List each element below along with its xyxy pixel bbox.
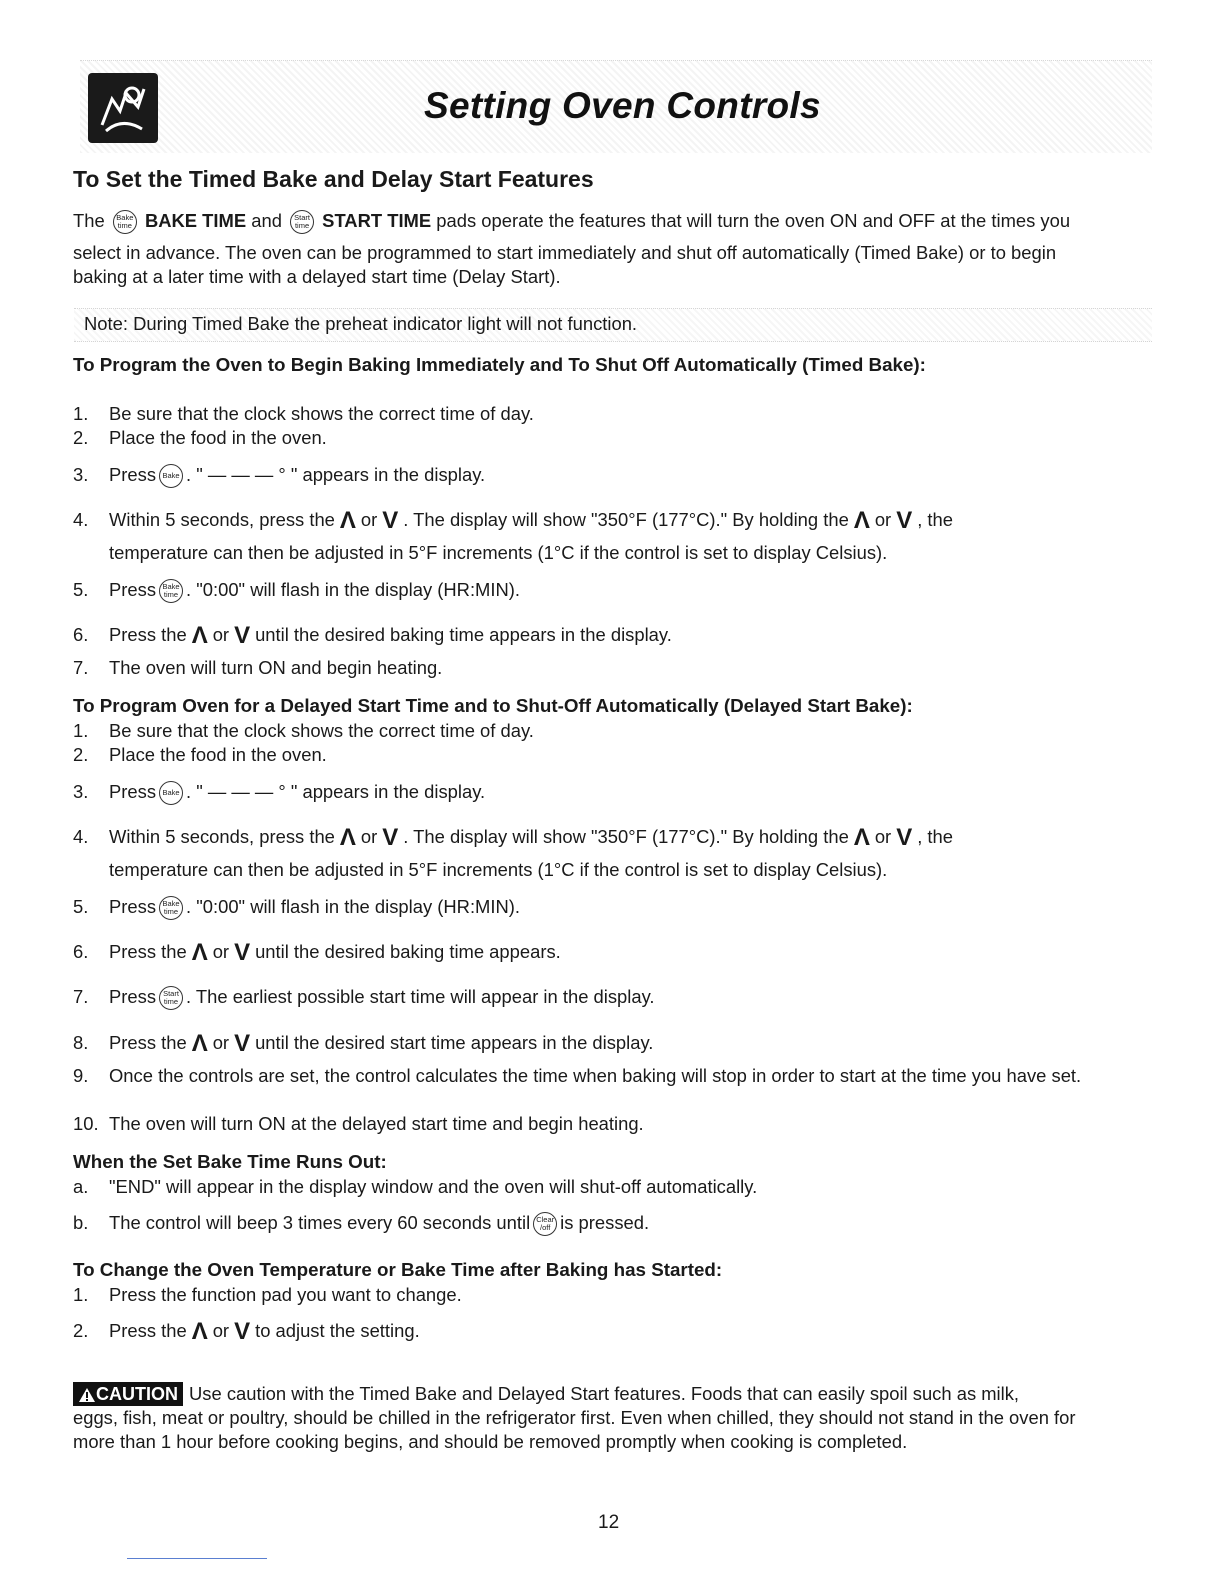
note-box bbox=[74, 308, 1152, 342]
up-arrow-icon: Λ bbox=[853, 507, 870, 534]
runs-out-heading: When the Set Bake Time Runs Out: bbox=[73, 1151, 387, 1172]
clear-off-pad-icon: Clear /off bbox=[533, 1212, 557, 1236]
hands-icon bbox=[88, 73, 158, 143]
down-arrow-icon: V bbox=[896, 824, 913, 851]
up-arrow-icon: Λ bbox=[853, 824, 870, 851]
note-text: Note: During Timed Bake the preheat indicator light will not function. bbox=[84, 313, 638, 334]
start-time-pad-icon: Start time bbox=[290, 210, 314, 234]
bake-time-pad-icon: Bake time bbox=[113, 210, 137, 234]
bake-pad-icon: Bake bbox=[159, 781, 183, 805]
down-arrow-icon: V bbox=[234, 1318, 251, 1345]
footer-divider bbox=[127, 1558, 267, 1559]
start-time-pad-icon: Start time bbox=[159, 986, 183, 1010]
down-arrow-icon: V bbox=[896, 507, 913, 534]
warning-icon bbox=[78, 1387, 96, 1403]
section-title: To Set the Timed Bake and Delay Start Features bbox=[73, 166, 594, 192]
intro-paragraph: The Bake time BAKE TIME and Start time START TIME pads operate the features that will turn the oven ON and OFF at the times you select in advance. The oven can be programmed to start immediately and shut off automatically (Timed Bake) or to begin baking at a later time with a delayed start time (Delay Start). bbox=[73, 210, 1071, 287]
down-arrow-icon: V bbox=[234, 1030, 251, 1057]
down-arrow-icon: V bbox=[382, 824, 399, 851]
timed-bake-heading: To Program the Oven to Begin Baking Immediately and To Shut Off Automatically (Timed Bake): bbox=[73, 354, 926, 375]
down-arrow-icon: V bbox=[234, 939, 251, 966]
delayed-start-heading: To Program Oven for a Delayed Start Time and to Shut-Off Automatically (Delayed Start Bake): bbox=[73, 695, 913, 716]
up-arrow-icon: Λ bbox=[191, 1318, 208, 1345]
bake-pad-icon: Bake bbox=[159, 464, 183, 488]
up-arrow-icon: Λ bbox=[191, 939, 208, 966]
bake-time-pad-icon: Bake time bbox=[159, 896, 183, 920]
caution-badge: CAUTION bbox=[73, 1382, 183, 1406]
page-number: 12 bbox=[598, 1512, 620, 1533]
down-arrow-icon: V bbox=[234, 622, 251, 649]
caution-paragraph: CAUTION Use caution with the Timed Bake and Delayed Start features. Foods that can easily spoil such as milk, eggs, fish, meat or poultry, should be chilled in the refrigerator first. Even when chilled, they should not stand in the oven for more than 1 hour before cooking begins, and should be removed promptly when cooking is completed. bbox=[73, 1383, 1076, 1452]
up-arrow-icon: Λ bbox=[339, 824, 356, 851]
page-title: Setting Oven Controls bbox=[424, 85, 821, 126]
down-arrow-icon: V bbox=[382, 507, 399, 534]
header-banner bbox=[80, 60, 1152, 153]
up-arrow-icon: Λ bbox=[191, 1030, 208, 1057]
up-arrow-icon: Λ bbox=[191, 622, 208, 649]
up-arrow-icon: Λ bbox=[339, 507, 356, 534]
bake-time-pad-icon: Bake time bbox=[159, 579, 183, 603]
change-heading: To Change the Oven Temperature or Bake Time after Baking has Started: bbox=[73, 1259, 723, 1280]
